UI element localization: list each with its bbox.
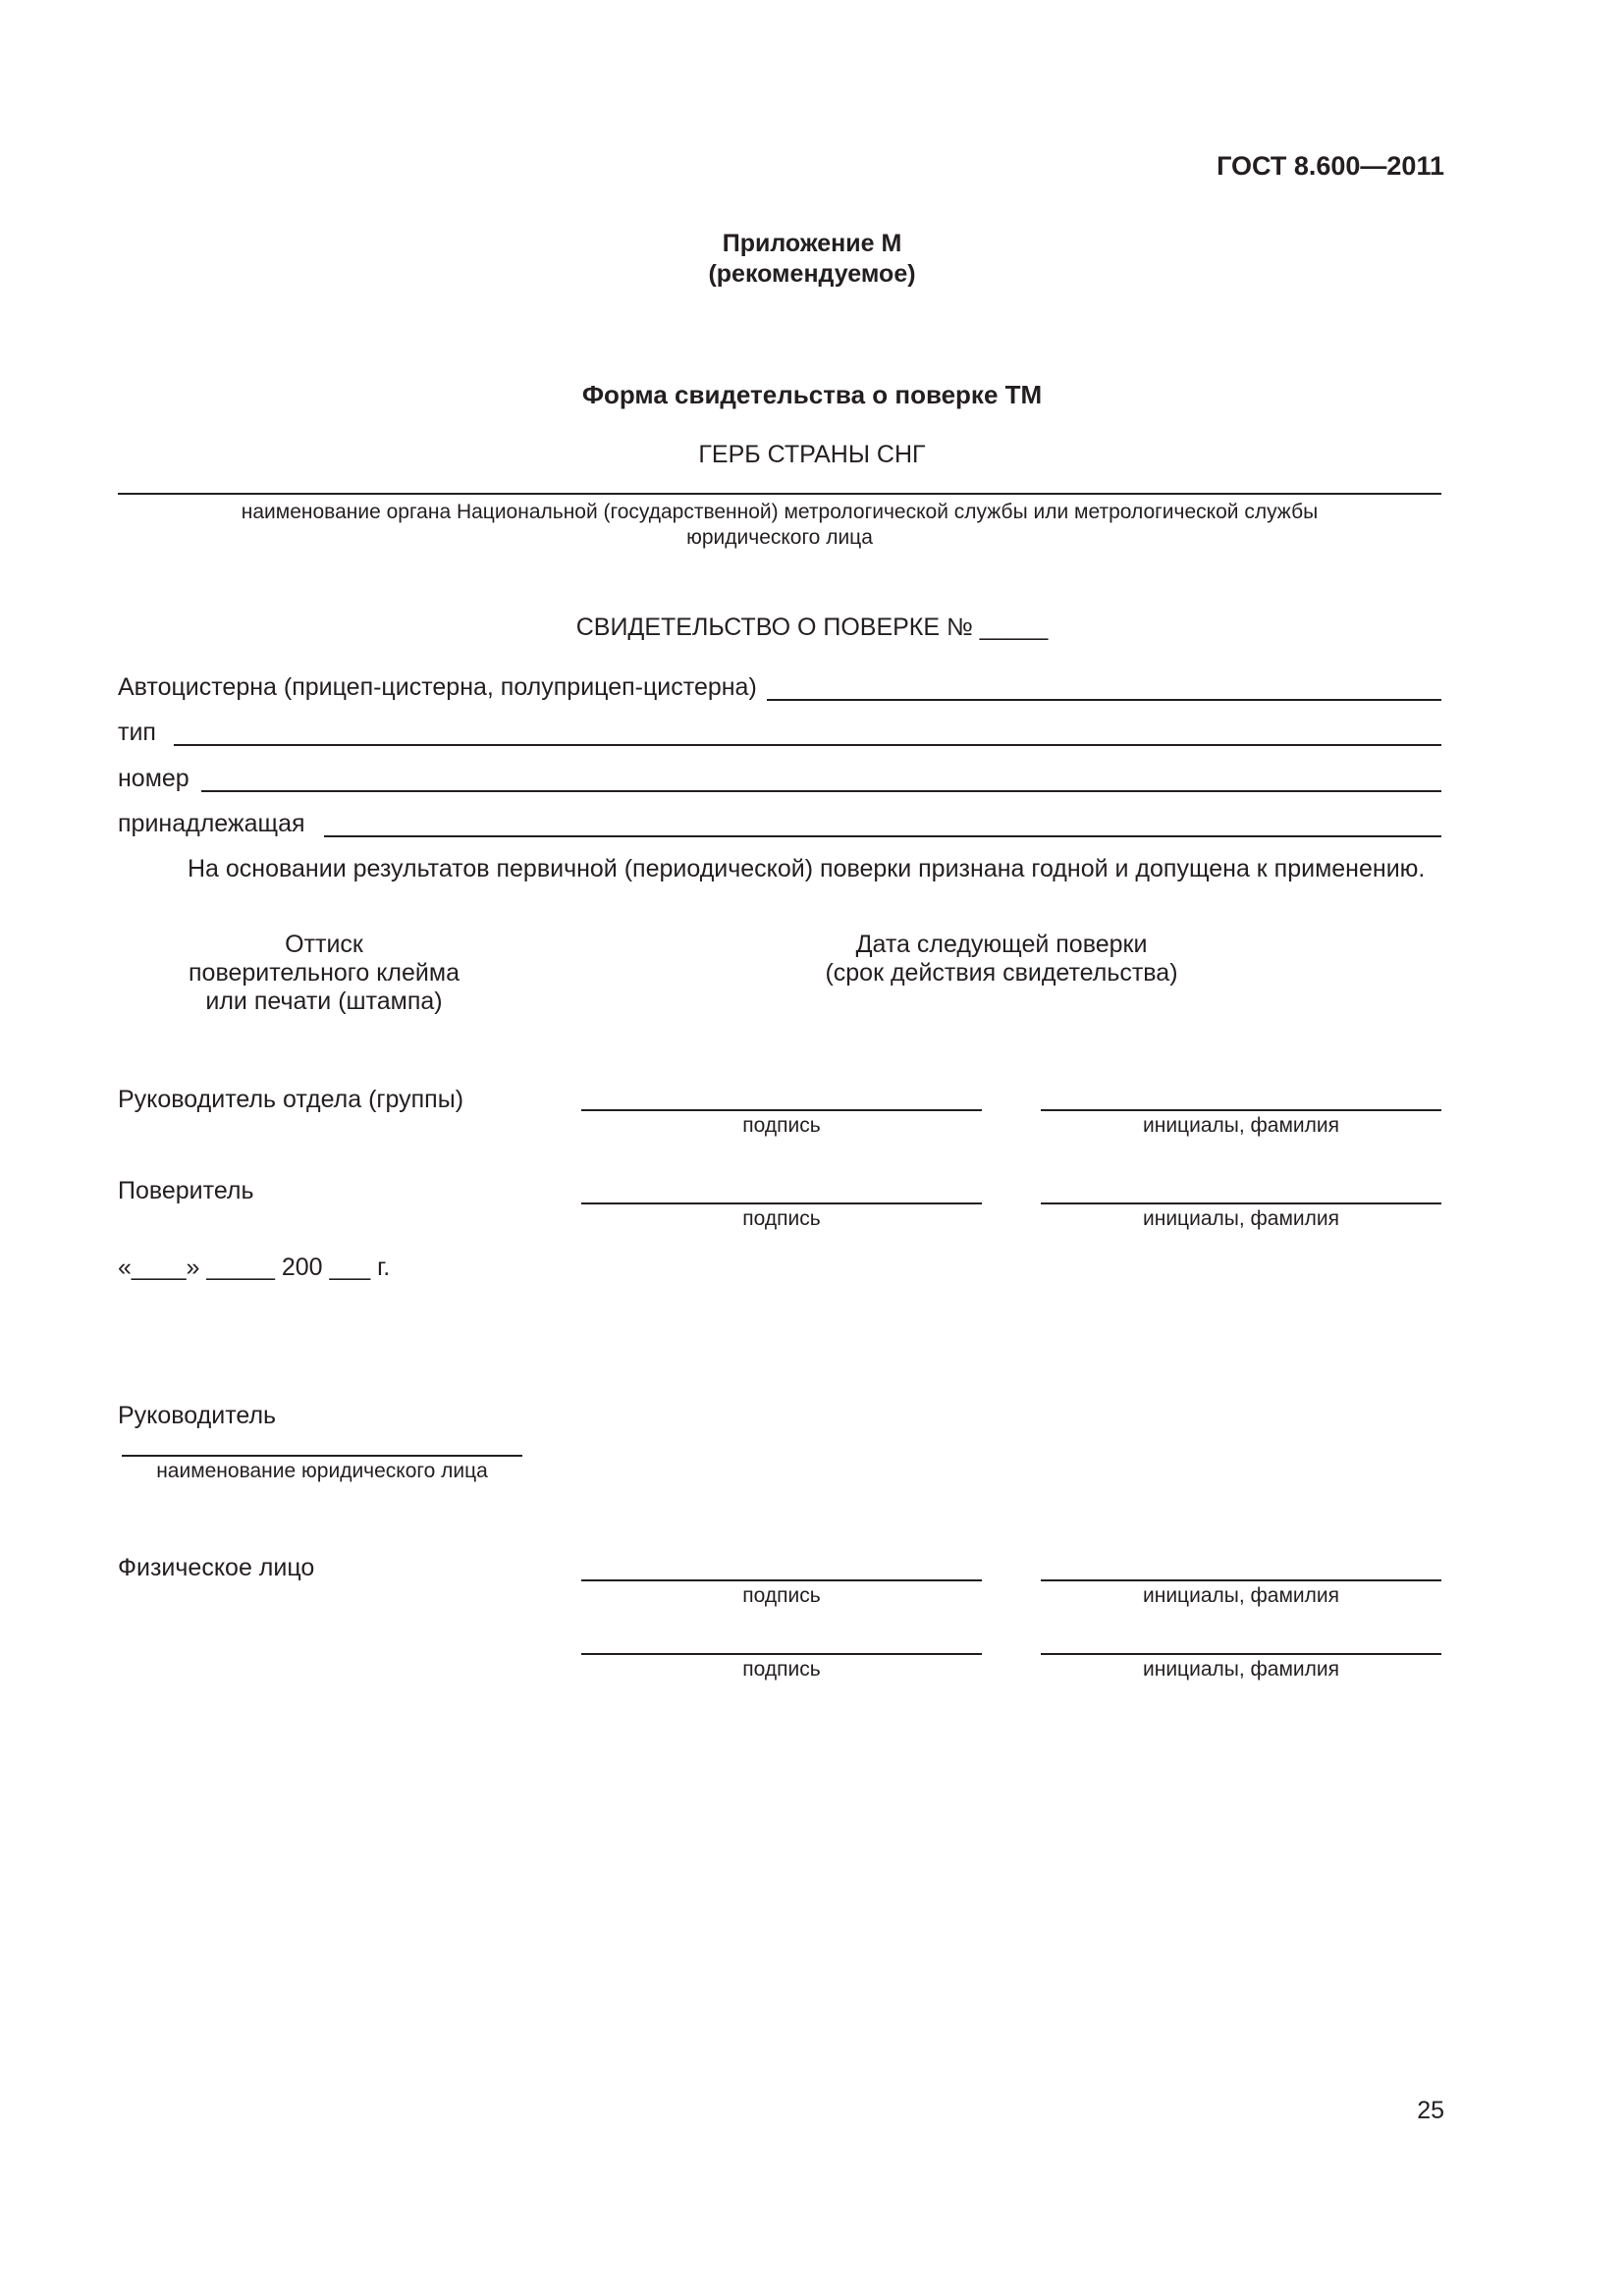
authority-caption-line1: наименование органа Национальной (государственной) метрологической службы или метрологической службы bbox=[241, 501, 1319, 523]
stamp-line2: поверительного клейма bbox=[189, 959, 460, 987]
verifier-signature-caption: подпись bbox=[742, 1207, 821, 1230]
page-number: 25 bbox=[1417, 2097, 1444, 2124]
individual-label: Физическое лицо bbox=[118, 1554, 315, 1581]
field-line-tank[interactable] bbox=[767, 699, 1441, 701]
individual-name-line-1[interactable] bbox=[1041, 1579, 1441, 1581]
legal-entity-name-line[interactable] bbox=[122, 1455, 522, 1457]
emblem-placeholder: ГЕРБ СТРАНЫ СНГ bbox=[698, 441, 926, 468]
individual-name-caption-1: инициалы, фамилия bbox=[1143, 1584, 1339, 1607]
verifier-label: Поверитель bbox=[118, 1177, 254, 1204]
authority-name-line[interactable] bbox=[118, 493, 1441, 495]
individual-signature-line-1[interactable] bbox=[581, 1579, 982, 1581]
suitability-statement: На основании результатов первичной (периодической) поверки признана годной и допущена к применению. bbox=[188, 855, 1426, 882]
field-line-owner[interactable] bbox=[324, 835, 1441, 837]
individual-name-line-2[interactable] bbox=[1041, 1653, 1441, 1655]
field-label-number: номер bbox=[118, 765, 189, 792]
head-signature-caption: подпись bbox=[742, 1114, 821, 1137]
head-of-department-label: Руководитель отдела (группы) bbox=[118, 1086, 464, 1113]
field-line-type[interactable] bbox=[174, 744, 1441, 746]
date-line: «____» _____ 200 ___ г. bbox=[118, 1254, 391, 1281]
stamp-line3: или печати (штампа) bbox=[205, 988, 443, 1015]
individual-signature-caption-2: подпись bbox=[742, 1658, 821, 1681]
individual-name-caption-2: инициалы, фамилия bbox=[1143, 1658, 1339, 1681]
legal-entity-head-label: Руководитель bbox=[118, 1402, 277, 1429]
next-check-line2: (срок действия свидетельства) bbox=[825, 959, 1178, 987]
field-label-type: тип bbox=[118, 719, 156, 746]
annex-title: Приложение М bbox=[722, 230, 902, 257]
individual-signature-caption-1: подпись bbox=[742, 1584, 821, 1607]
field-line-number[interactable] bbox=[201, 790, 1441, 792]
verifier-name-line[interactable] bbox=[1041, 1202, 1441, 1204]
form-title: Форма свидетельства о поверке ТМ bbox=[581, 380, 1043, 409]
head-signature-line[interactable] bbox=[581, 1109, 982, 1111]
standard-number: ГОСТ 8.600—2011 bbox=[1217, 151, 1444, 181]
individual-signature-line-2[interactable] bbox=[581, 1653, 982, 1655]
next-check-line1: Дата следующей поверки bbox=[855, 931, 1148, 958]
stamp-line1: Оттиск bbox=[285, 931, 363, 958]
head-name-caption: инициалы, фамилия bbox=[1143, 1114, 1339, 1137]
annex-status: (рекомендуемое) bbox=[708, 260, 916, 288]
legal-entity-caption: наименование юридического лица bbox=[156, 1460, 488, 1482]
authority-caption-line2: юридического лица bbox=[686, 526, 873, 549]
verifier-signature-line[interactable] bbox=[581, 1202, 982, 1204]
field-label-owner: принадлежащая bbox=[118, 810, 305, 837]
certificate-title: СВИДЕТЕЛЬСТВО О ПОВЕРКЕ № _____ bbox=[575, 614, 1049, 641]
verifier-name-caption: инициалы, фамилия bbox=[1143, 1207, 1339, 1230]
head-name-line[interactable] bbox=[1041, 1109, 1441, 1111]
field-label-tank: Автоцистерна (прицеп-цистерна, полуприцеп-цистерна) bbox=[118, 673, 757, 701]
